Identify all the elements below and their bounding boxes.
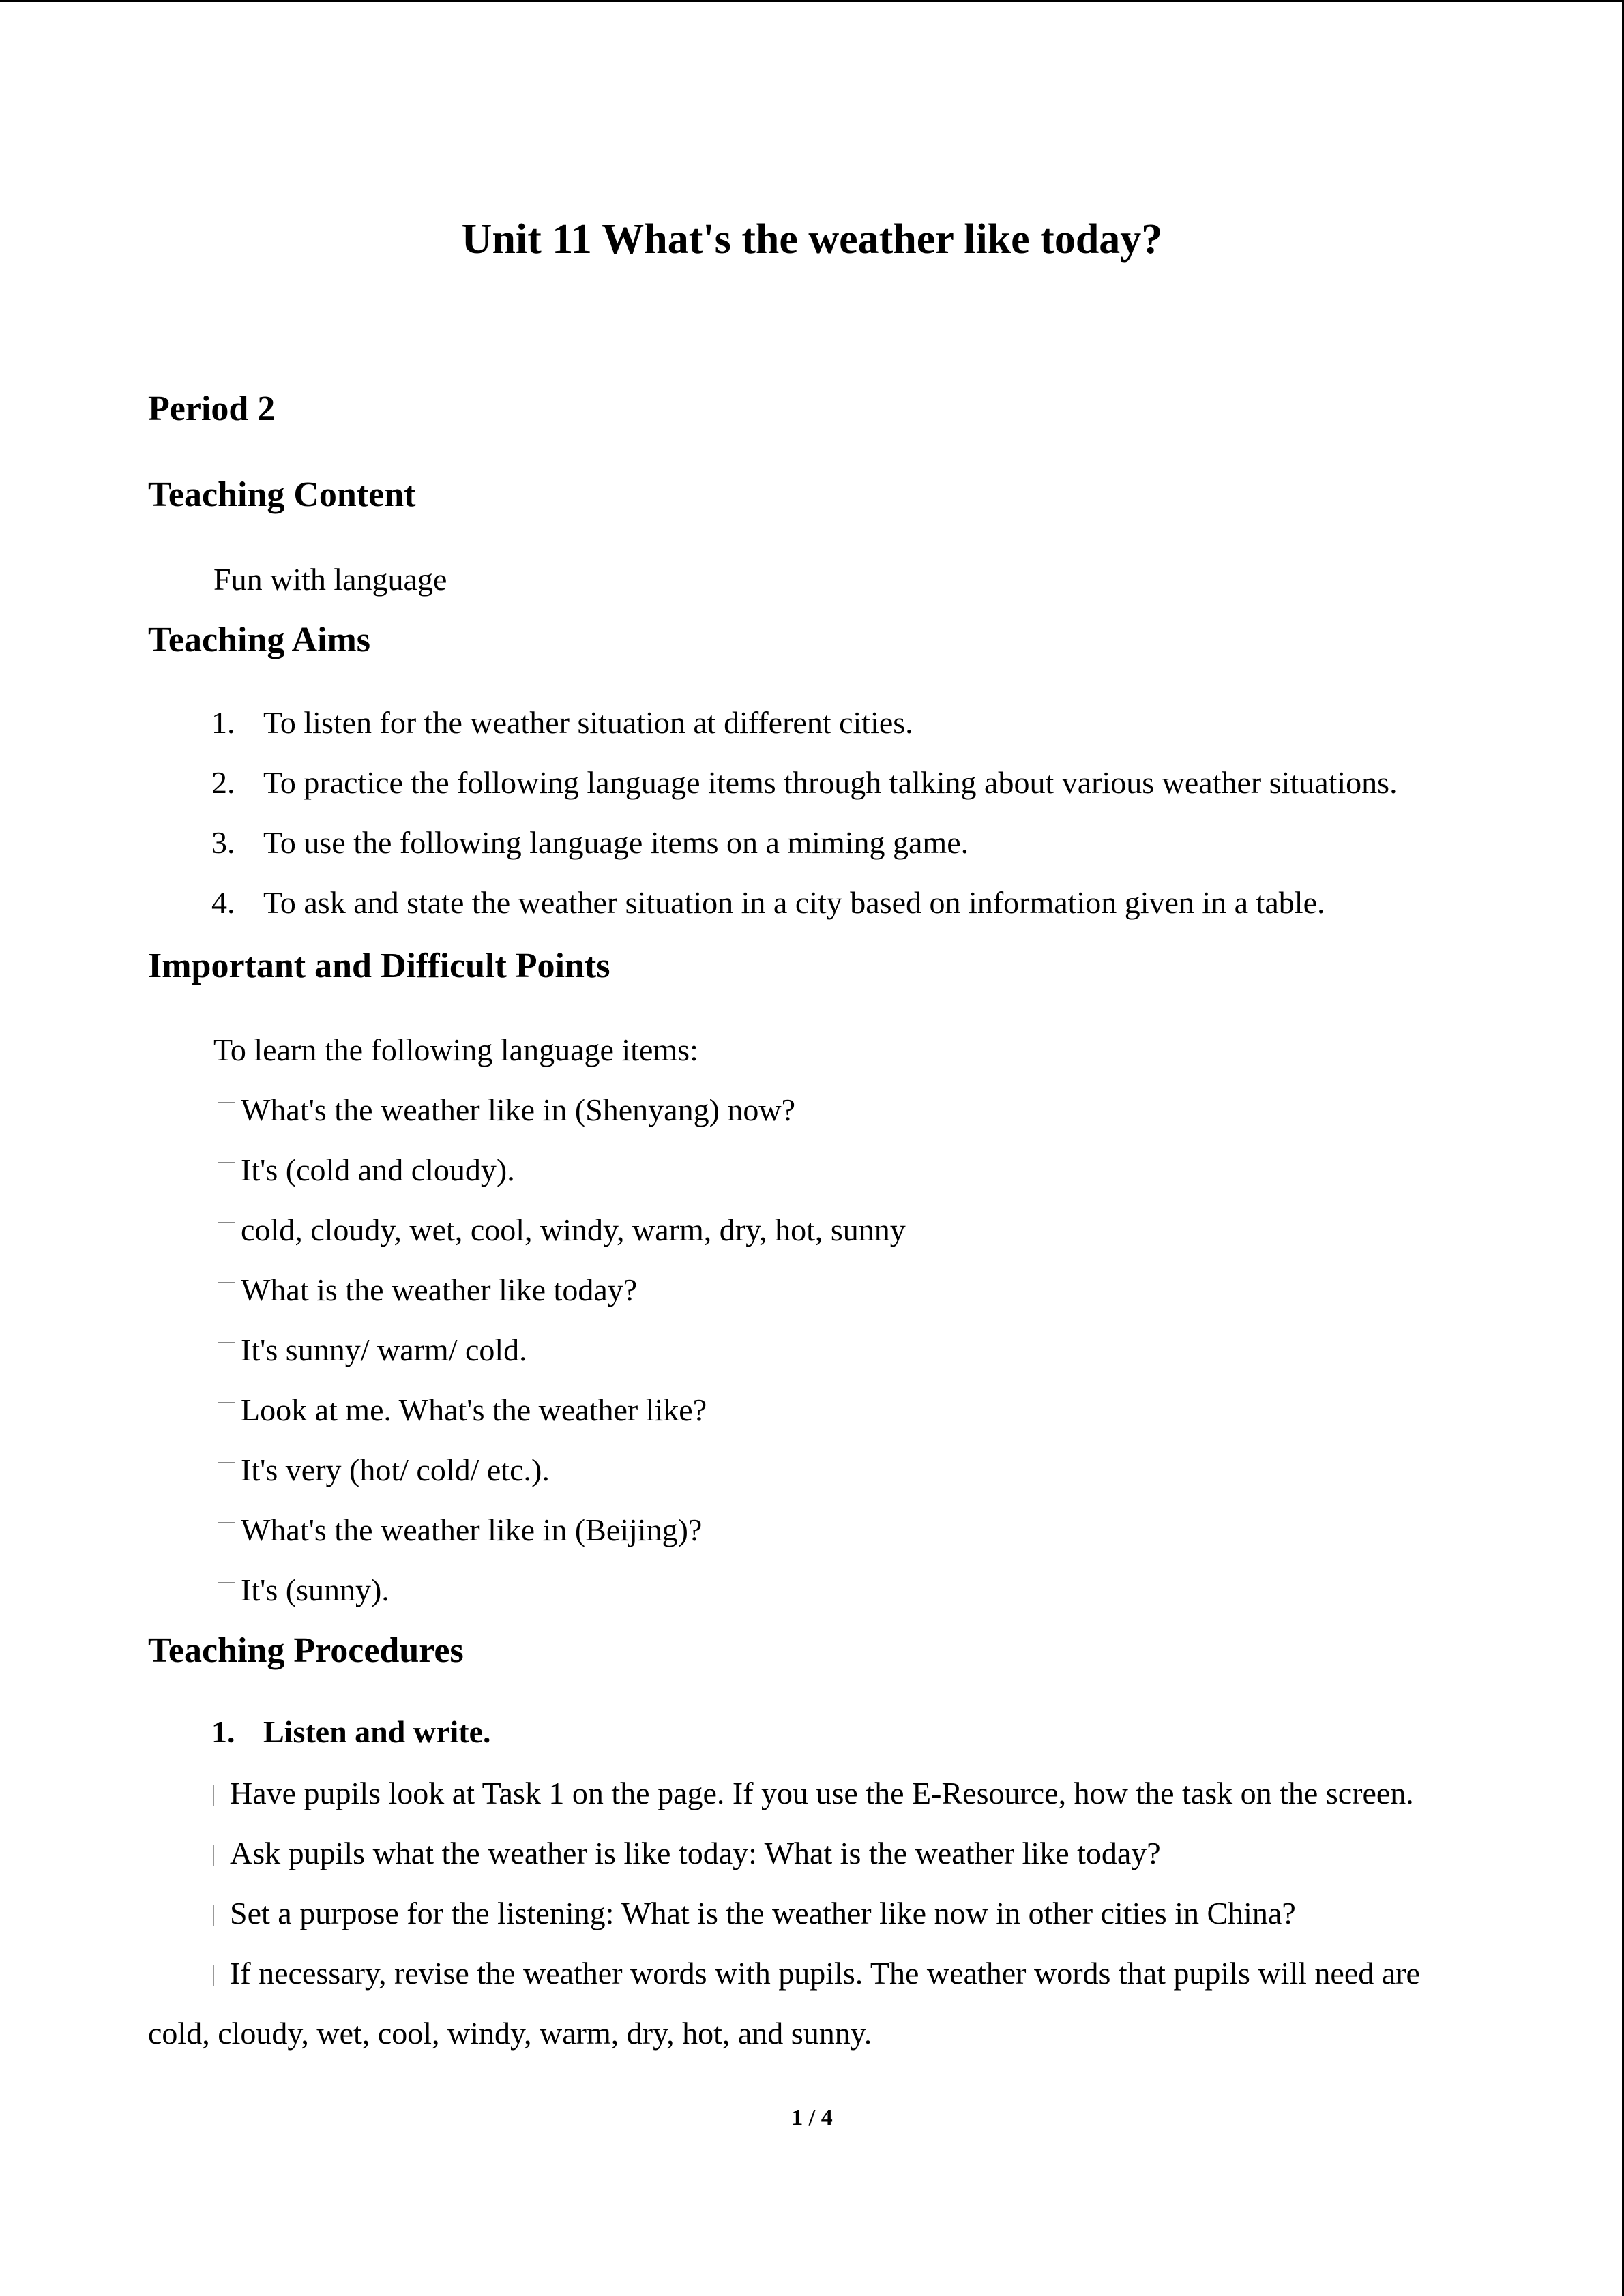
- top-border: [0, 0, 1624, 2]
- procedure-item-continuation: cold, cloudy, wet, cool, windy, warm, dry, hot, and sunny.: [148, 2016, 872, 2051]
- bullet-box-icon: [218, 1342, 235, 1362]
- document-title: Unit 11 What's the weather like today?: [461, 216, 1163, 263]
- teaching-aims-heading: Teaching Aims: [148, 621, 371, 659]
- language-item: It's sunny/ warm/ cold.: [218, 1330, 527, 1371]
- period-heading: Period 2: [148, 389, 276, 428]
- bullet-box-icon: [218, 1162, 235, 1182]
- language-item: What's the weather like in (Beijing)?: [218, 1510, 702, 1551]
- teaching-content-heading: Teaching Content: [148, 475, 416, 514]
- aim-item: 2. To practice the following language items through talking about various weather situations.: [211, 765, 1398, 800]
- teaching-content-text: Fun with language: [213, 562, 447, 597]
- procedure-item: Have pupils look at Task 1 on the page. If you use the E-Resource, how the task on the screen.: [213, 1773, 1414, 1814]
- bullet-mark-icon: [213, 1965, 220, 1986]
- language-item: What's the weather like in (Shenyang) now?: [218, 1090, 795, 1131]
- page-number: 1 / 4: [791, 2105, 833, 2130]
- procedure-step-title: 1. Listen and write.: [211, 1714, 491, 1749]
- procedure-item: Ask pupils what the weather is like today: What is the weather like today?: [213, 1833, 1161, 1874]
- procedure-item: Set a purpose for the listening: What is the weather like now in other cities in China?: [213, 1893, 1296, 1934]
- language-item: What is the weather like today?: [218, 1270, 637, 1311]
- important-points-heading: Important and Difficult Points: [148, 946, 610, 985]
- important-points-intro: To learn the following language items:: [213, 1032, 698, 1067]
- bullet-box-icon: [218, 1462, 235, 1482]
- aim-item: 1. To listen for the weather situation at different cities.: [211, 705, 913, 740]
- bullet-box-icon: [218, 1282, 235, 1302]
- language-item: It's (cold and cloudy).: [218, 1150, 515, 1191]
- bullet-box-icon: [218, 1102, 235, 1122]
- bullet-box-icon: [218, 1522, 235, 1542]
- language-item: It's very (hot/ cold/ etc.).: [218, 1450, 550, 1491]
- bullet-mark-icon: [213, 1905, 220, 1926]
- teaching-procedures-heading: Teaching Procedures: [148, 1631, 464, 1670]
- bullet-box-icon: [218, 1222, 235, 1242]
- aim-item: 3. To use the following language items on a miming game.: [211, 825, 969, 860]
- aim-item: 4. To ask and state the weather situation in a city based on information given in a table.: [211, 885, 1325, 920]
- bullet-mark-icon: [213, 1845, 220, 1866]
- bullet-mark-icon: [213, 1785, 220, 1806]
- bullet-box-icon: [218, 1402, 235, 1422]
- bullet-box-icon: [218, 1582, 235, 1602]
- language-item: cold, cloudy, wet, cool, windy, warm, dry, hot, sunny: [218, 1210, 906, 1251]
- language-item: It's (sunny).: [218, 1570, 389, 1611]
- procedure-item: If necessary, revise the weather words with pupils. The weather words that pupils will need are: [213, 1953, 1420, 1994]
- language-item: Look at me. What's the weather like?: [218, 1390, 707, 1431]
